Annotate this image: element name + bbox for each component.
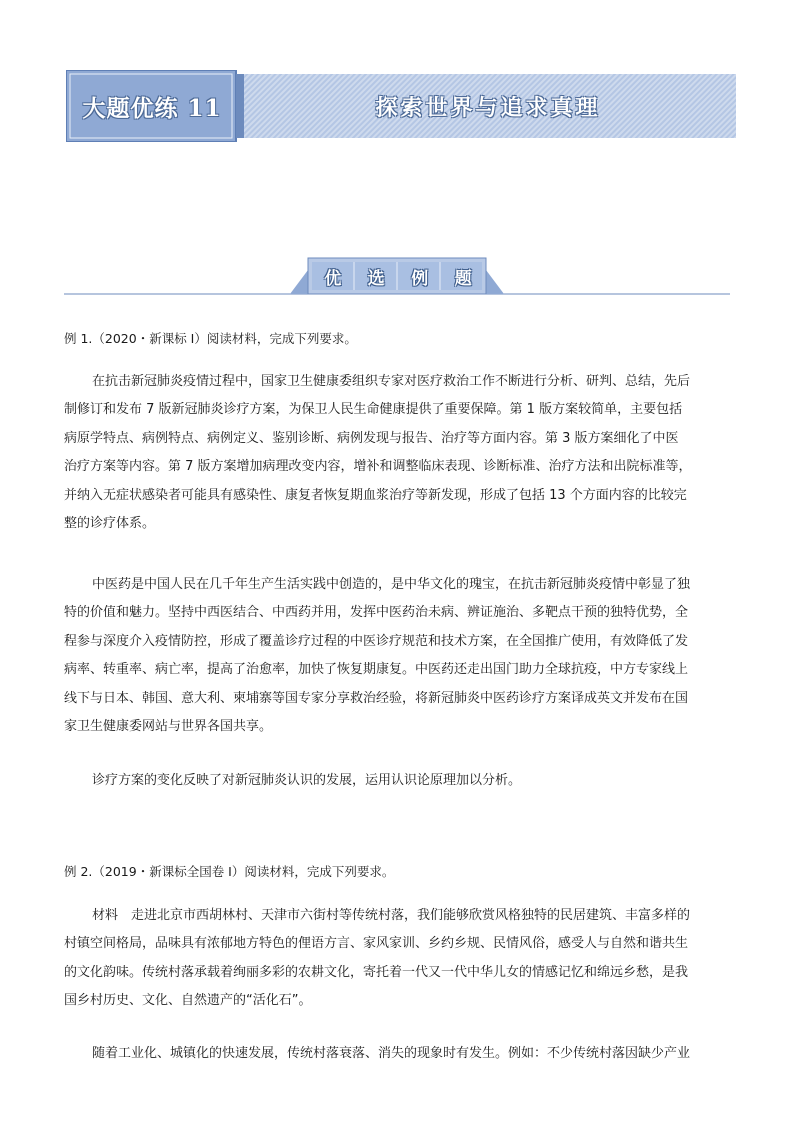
section-title-char: 题: [454, 268, 472, 289]
text-line: 治疗方案等内容。第 7 版方案增加病理改变内容，增补和调整临床表现、诊断标准、治疗方法和出院标准等，: [64, 459, 692, 475]
banner-title: 探索世界与追求真理: [375, 94, 601, 121]
text-line: 的文化韵味。传统村落承载着绚丽多彩的农耕文化，寄托着一代又一代中华儿女的情感记忆和绵远乡愁，是我: [64, 964, 689, 980]
text-line: 整的诊疗体系。: [64, 516, 156, 532]
section-title-char: 例: [411, 268, 429, 289]
banner-label: 大题优练 11: [82, 94, 222, 122]
text-line: 病原学特点、病例特点、病例定义、鉴别诊断、病例发现与报告、治疗等方面内容。第 3 版方案细化了中医: [64, 430, 679, 446]
text-line: 国乡村历史、文化、自然遗产的“活化石”。: [64, 993, 312, 1009]
text-line: 并纳入无症状感染者可能具有感染性、康复者恢复期血浆治疗等新发现，形成了包括 13 个方面内容的比较完: [64, 487, 687, 503]
question-2-paragraph-2: [64, 1040, 744, 1068]
question-1-heading: 例 1.（2020・新课标 I）阅读材料，完成下列要求。: [64, 331, 357, 346]
text-line: 中医药是中国人民在几千年生产生活实践中创造的，是中华文化的瑰宝，在抗击新冠肺炎疫情中彰显了独: [92, 577, 691, 592]
question-1-paragraph-2: [64, 571, 744, 741]
text-line: 家卫生健康委网站与世界各国共享。: [64, 719, 273, 735]
question-1-prompt: [64, 767, 744, 795]
section-header: [64, 240, 730, 300]
question-2-heading: 例 2.（2019・新课标全国卷 I）阅读材料，完成下列要求。: [64, 864, 395, 879]
question-2-material: [64, 902, 744, 1016]
text-line: 随着工业化、城镇化的快速发展，传统村落衰落、消失的现象时有发生。例如：不少传统村落因缺少产业: [92, 1046, 691, 1061]
text-line: 在抗击新冠肺炎疫情过程中，国家卫生健康委组织专家对医疗救治工作不断进行分析、研判、总结，先后: [92, 374, 691, 389]
text-line: 诊疗方案的变化反映了对新冠肺炎认识的发展，运用认识论原理加以分析。: [92, 773, 522, 788]
section-title: [311, 263, 485, 289]
text-line: 村镇空间格局，品味具有浓郁地方特色的俚语方言、家风家训、乡约乡规、民情风俗，感受人与自然和谐共生: [64, 936, 689, 952]
text-line: 线下与日本、韩国、意大利、柬埔寨等国专家分享救治经验，将新冠肺炎中医药诊疗方案译成英文并发布在国: [64, 690, 689, 706]
text-line: 材料 走进北京市西胡林村、天津市六街村等传统村落，我们能够欣赏风格独特的民居建筑、丰富多样的: [92, 908, 691, 923]
text-line: 制修订和发布 7 版新冠肺炎诊疗方案，为保卫人民生命健康提供了重要保障。第 1 版方案较简单，主要包括: [64, 402, 683, 418]
text-line: 特的价值和魅力。坚持中西医结合、中西药并用，发挥中医药治未病、辨证施治、多靶点干预的独特优势，全: [64, 605, 689, 621]
section-title-char: 优: [324, 268, 342, 289]
text-line: 程参与深度介入疫情防控，形成了覆盖诊疗过程的中医诊疗规范和技术方案，在全国推广使用，有效降低了发: [64, 633, 689, 649]
section-title-char: 选: [367, 268, 385, 289]
question-1-paragraph-1: [64, 368, 744, 538]
page-banner: [66, 70, 736, 142]
text-line: 病率、转重率、病亡率，提高了治愈率，加快了恢复期康复。中医药还走出国门助力全球抗疫，中方专家线上: [64, 662, 689, 678]
